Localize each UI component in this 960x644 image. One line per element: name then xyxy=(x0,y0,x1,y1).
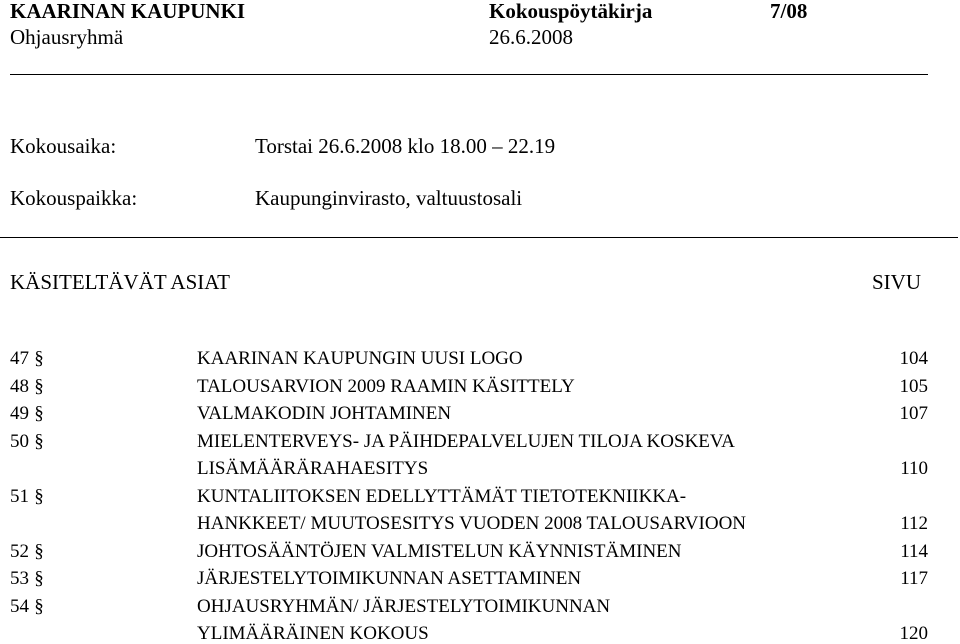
document-type: Kokouspöytäkirja xyxy=(489,0,653,23)
meeting-rule xyxy=(0,237,958,238)
agenda-section-title: KÄSITELTÄVÄT ASIAT xyxy=(10,270,230,294)
agenda-item-title: LISÄMÄÄRÄRAHAESITYS xyxy=(197,458,429,479)
agenda-item-page: 110 xyxy=(900,458,928,479)
agenda-item-title: YLIMÄÄRÄINEN KOKOUS xyxy=(197,623,429,644)
agenda-item-number: 54 xyxy=(10,595,29,617)
agenda-item-title: JOHTOSÄÄNTÖJEN VALMISTELUN KÄYNNISTÄMINEN xyxy=(197,540,682,562)
agenda-item-page: 104 xyxy=(899,348,928,369)
document-number: 7/08 xyxy=(770,0,808,23)
meeting-place-value: Kaupunginvirasto, valtuustosali xyxy=(255,186,523,210)
agenda-item-page: 120 xyxy=(899,623,928,644)
header-rule xyxy=(10,74,928,75)
section-sign-icon: § xyxy=(34,485,44,507)
agenda-item-page: 112 xyxy=(900,513,928,534)
body-name: Ohjausryhmä xyxy=(10,25,124,49)
meeting-place-label: Kokouspaikka: xyxy=(10,186,138,210)
section-sign-icon: § xyxy=(34,403,44,424)
organization-name: KAARINAN KAUPUNKI xyxy=(10,0,246,23)
agenda-item-number: 47 xyxy=(10,348,29,369)
agenda-item-number: 52 xyxy=(10,540,29,562)
meeting-time-value: Torstai 26.6.2008 klo 18.00 – 22.19 xyxy=(255,134,556,158)
agenda-item-title: MIELENTERVEYS- JA PÄIHDEPALVELUJEN TILOJA KOSKEVA xyxy=(197,430,735,452)
agenda-item-page: 107 xyxy=(899,403,928,424)
agenda-item-number: 48 xyxy=(10,375,29,397)
agenda-item-page: 105 xyxy=(899,375,928,397)
agenda-item-number: 51 xyxy=(10,485,29,507)
agenda-item-page: 114 xyxy=(900,540,928,562)
agenda-item-title: KUNTALIITOKSEN EDELLYTTÄMÄT TIETOTEKNIIKKA- xyxy=(197,485,687,507)
agenda-item-title: HANKKEET/ MUUTOSESITYS VUODEN 2008 TALOUSARVIOON xyxy=(197,513,747,534)
section-sign-icon: § xyxy=(34,540,44,562)
meeting-time-label: Kokousaika: xyxy=(10,134,117,158)
agenda-item-title: TALOUSARVION 2009 RAAMIN KÄSITTELY xyxy=(197,375,575,397)
header-date: 26.6.2008 xyxy=(489,25,573,49)
section-sign-icon: § xyxy=(34,595,44,617)
agenda-item-title: OHJAUSRYHMÄN/ JÄRJESTELYTOIMIKUNNAN xyxy=(197,595,611,617)
agenda-item-page: 117 xyxy=(900,568,928,589)
agenda-item-title: VALMAKODIN JOHTAMINEN xyxy=(197,403,452,424)
agenda-item-title: JÄRJESTELYTOIMIKUNNAN ASETTAMINEN xyxy=(197,568,582,589)
section-sign-icon: § xyxy=(34,568,44,589)
agenda-item-number: 53 xyxy=(10,568,29,589)
section-sign-icon: § xyxy=(34,375,44,397)
section-sign-icon: § xyxy=(34,348,44,369)
page-column-title: SIVU xyxy=(872,270,922,294)
agenda-item-number: 50 xyxy=(10,430,29,452)
section-sign-icon: § xyxy=(34,430,44,452)
agenda-item-number: 49 xyxy=(10,403,29,424)
agenda-item-title: KAARINAN KAUPUNGIN UUSI LOGO xyxy=(197,348,523,369)
